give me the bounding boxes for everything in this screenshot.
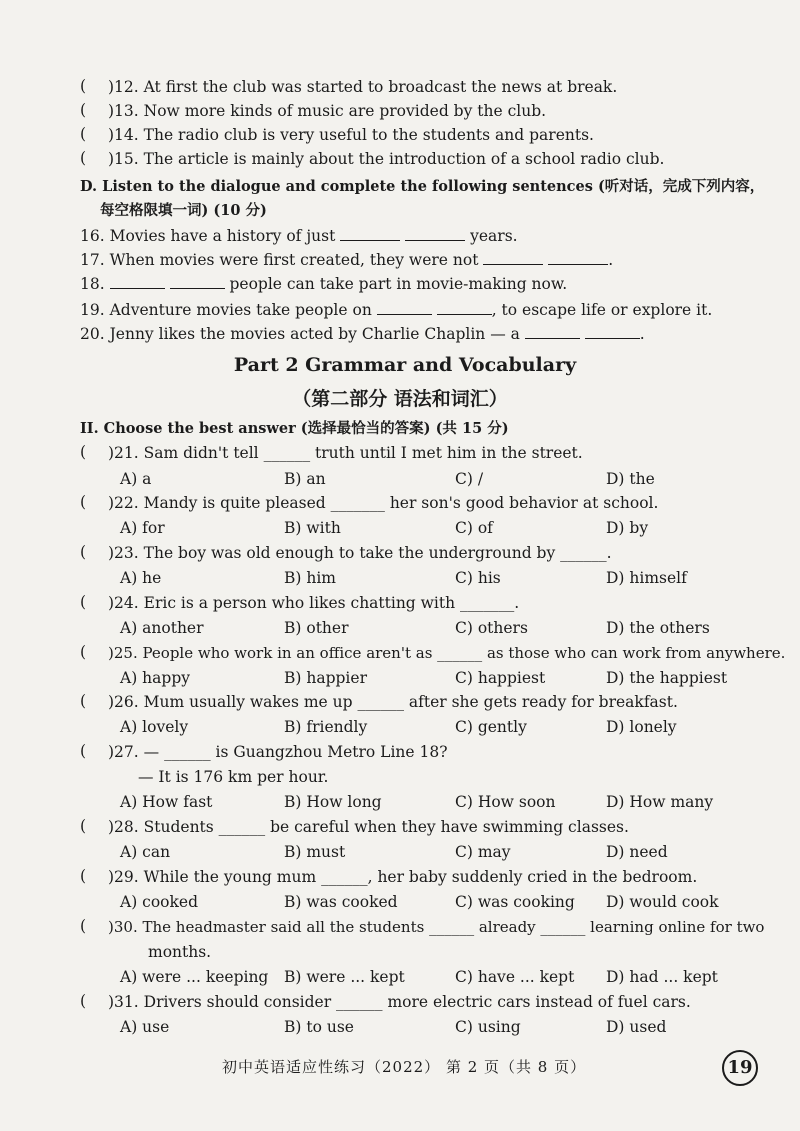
answer-paren: ( xyxy=(80,493,87,511)
section-d-heading: D. Listen to the dialogue and complete the following sentences (听对话，完成下列内容， xyxy=(80,178,765,195)
option-d[interactable]: D) the happiest xyxy=(606,669,728,687)
tf-item: )12. At first the club was started to broadcast the news at break. xyxy=(108,78,618,96)
blank[interactable] xyxy=(405,226,465,241)
option-c[interactable]: C) How soon xyxy=(455,793,556,811)
answer-paren: ( xyxy=(80,543,87,561)
option-a[interactable]: A) he xyxy=(120,569,162,587)
option-c[interactable]: C) was cooking xyxy=(455,893,575,911)
answer-paren: ( xyxy=(80,817,87,835)
fill-item: 19. Adventure movies take people on , to escape life or explore it. xyxy=(80,301,713,319)
option-b[interactable]: B) friendly xyxy=(284,718,368,736)
blank[interactable] xyxy=(377,300,432,315)
option-c[interactable]: C) of xyxy=(455,519,493,537)
option-b[interactable]: B) him xyxy=(284,569,337,587)
tf-item: )15. The article is mainly about the introduction of a school radio club. xyxy=(108,150,665,168)
option-d[interactable]: D) need xyxy=(606,843,668,861)
question-stem: )30. The headmaster said all the students ______ already ______ learning online for two xyxy=(108,918,765,936)
option-d[interactable]: D) had ... kept xyxy=(606,968,718,986)
option-b[interactable]: B) must xyxy=(284,843,346,861)
question-stem: )23. The boy was old enough to take the underground by ______. xyxy=(108,544,612,562)
option-d[interactable]: D) the others xyxy=(606,619,710,637)
fill-item: 20. Jenny likes the movies acted by Charlie Chaplin — a . xyxy=(80,325,645,343)
question-stem: )22. Mandy is quite pleased _______ her son's good behavior at school. xyxy=(108,494,659,512)
option-d[interactable]: D) would cook xyxy=(606,893,719,911)
option-a[interactable]: A) happy xyxy=(120,669,190,687)
option-b[interactable]: B) with xyxy=(284,519,341,537)
question-stem: )27. — ______ is Guangzhou Metro Line 18? xyxy=(108,743,448,761)
blank[interactable] xyxy=(585,324,640,339)
part-title: Part 2 Grammar and Vocabulary xyxy=(233,354,577,376)
option-b[interactable]: B) How long xyxy=(284,793,382,811)
option-c[interactable]: C) using xyxy=(455,1018,521,1036)
option-a[interactable]: A) a xyxy=(120,470,152,488)
question-stem: )31. Drivers should consider ______ more electric cars instead of fuel cars. xyxy=(108,993,691,1011)
option-b[interactable]: B) happier xyxy=(284,669,367,687)
option-a[interactable]: A) another xyxy=(120,619,204,637)
answer-paren: ( xyxy=(80,443,87,461)
blank[interactable] xyxy=(437,300,492,315)
fill-item: 18. people can take part in movie-making now. xyxy=(80,275,568,293)
option-c[interactable]: C) his xyxy=(455,569,501,587)
option-b[interactable]: B) an xyxy=(284,470,326,488)
answer-paren: ( xyxy=(80,867,87,885)
option-a[interactable]: A) can xyxy=(120,843,171,861)
option-a[interactable]: A) use xyxy=(120,1018,170,1036)
blank[interactable] xyxy=(170,274,225,289)
blank[interactable] xyxy=(340,226,400,241)
option-a[interactable]: A) for xyxy=(120,519,165,537)
option-b[interactable]: B) was cooked xyxy=(284,893,398,911)
option-d[interactable]: D) the xyxy=(606,470,655,488)
section-ii-heading: II. Choose the best answer (选择最恰当的答案) (共 15 分) xyxy=(80,420,509,437)
option-b[interactable]: B) other xyxy=(284,619,349,637)
answer-paren: ( xyxy=(80,101,87,119)
option-c[interactable]: C) / xyxy=(455,470,484,488)
fill-item: 16. Movies have a history of just years. xyxy=(80,227,518,245)
option-c[interactable]: C) have ... kept xyxy=(455,968,575,986)
answer-paren: ( xyxy=(80,149,87,167)
option-d[interactable]: D) lonely xyxy=(606,718,677,736)
option-a[interactable]: A) How fast xyxy=(120,793,213,811)
tf-item: )13. Now more kinds of music are provided by the club. xyxy=(108,102,547,120)
answer-paren: ( xyxy=(80,992,87,1010)
option-d[interactable]: D) How many xyxy=(606,793,714,811)
question-stem: )26. Mum usually wakes me up ______ after she gets ready for breakfast. xyxy=(108,693,678,711)
question-stem: )25. People who work in an office aren't as ______ as those who can work from anywhere. xyxy=(108,644,786,662)
option-c[interactable]: C) may xyxy=(455,843,511,861)
question-stem: )24. Eric is a person who likes chatting with _______. xyxy=(108,594,520,612)
option-d[interactable]: D) by xyxy=(606,519,649,537)
blank[interactable] xyxy=(110,274,165,289)
answer-paren: ( xyxy=(80,125,87,143)
answer-paren: ( xyxy=(80,643,87,661)
part-subtitle: （第二部分 语法和词汇） xyxy=(292,388,508,410)
option-c[interactable]: C) gently xyxy=(455,718,527,736)
option-c[interactable]: C) others xyxy=(455,619,528,637)
page-footer: 初中英语适应性练习（2022） 第 2 页（共 8 页） xyxy=(222,1058,587,1076)
tf-item: )14. The radio club is very useful to the students and parents. xyxy=(108,126,594,144)
answer-paren: ( xyxy=(80,917,87,935)
option-d[interactable]: D) himself xyxy=(606,569,687,587)
option-c[interactable]: C) happiest xyxy=(455,669,546,687)
question-stem: )29. While the young mum ______, her baby suddenly cried in the bedroom. xyxy=(108,868,698,886)
blank[interactable] xyxy=(483,250,543,265)
answer-paren: ( xyxy=(80,692,87,710)
question-stem: )28. Students ______ be careful when they have swimming classes. xyxy=(108,818,629,836)
section-d-heading-cont: 每空格限填一词) (10 分) xyxy=(100,202,267,219)
page-number-badge: 19 xyxy=(722,1050,758,1086)
option-a[interactable]: A) lovely xyxy=(120,718,189,736)
answer-paren: ( xyxy=(80,593,87,611)
option-a[interactable]: A) were ... keeping xyxy=(120,968,269,986)
option-a[interactable]: A) cooked xyxy=(120,893,198,911)
fill-item: 17. When movies were first created, they were not . xyxy=(80,251,614,269)
question-stem-cont: months. xyxy=(148,943,212,961)
blank[interactable] xyxy=(548,250,608,265)
blank[interactable] xyxy=(525,324,580,339)
option-b[interactable]: B) to use xyxy=(284,1018,354,1036)
answer-paren: ( xyxy=(80,77,87,95)
question-stem-cont: — It is 176 km per hour. xyxy=(138,768,329,786)
question-stem: )21. Sam didn't tell ______ truth until I met him in the street. xyxy=(108,444,583,462)
answer-paren: ( xyxy=(80,742,87,760)
option-b[interactable]: B) were ... kept xyxy=(284,968,405,986)
option-d[interactable]: D) used xyxy=(606,1018,667,1036)
